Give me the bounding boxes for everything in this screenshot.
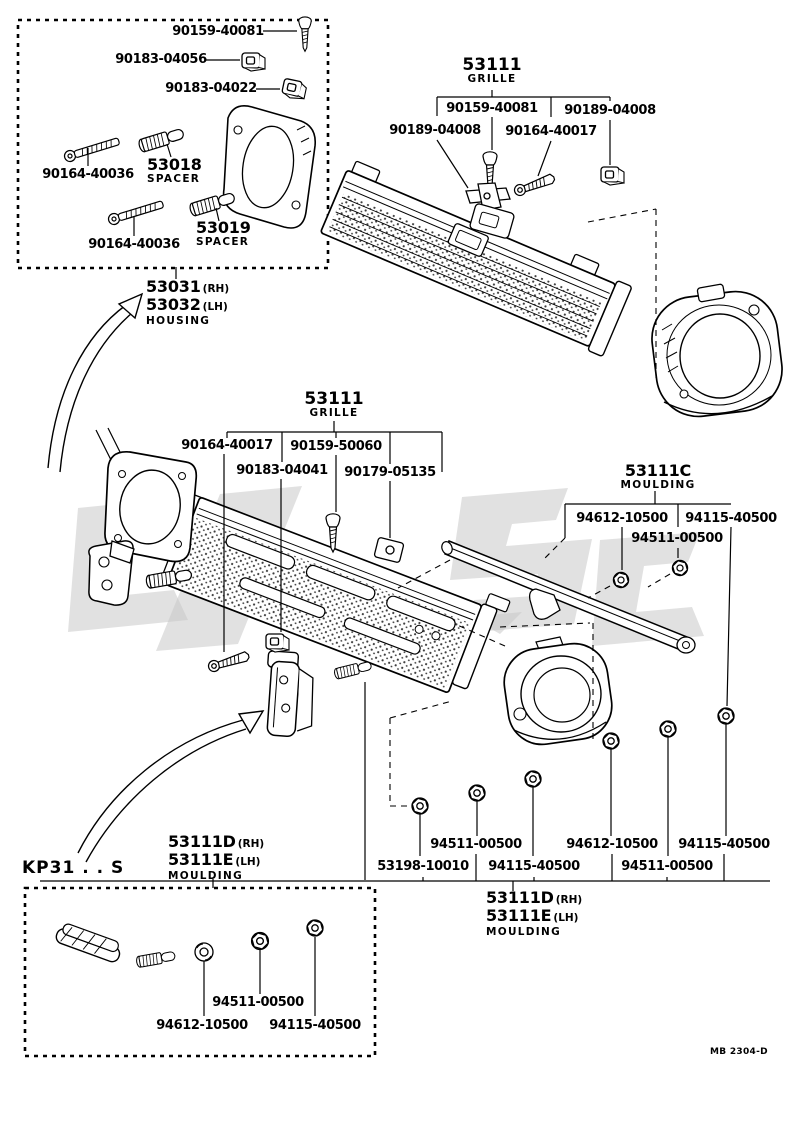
part-number-label: 94511-00500	[621, 859, 713, 874]
nut-icon	[659, 720, 678, 737]
housing-label	[146, 279, 229, 328]
part-suffix: (LH)	[553, 912, 579, 924]
part-code: 53111	[462, 55, 522, 75]
headlamp-ring-drawing	[647, 284, 787, 421]
part-code: 53111E	[168, 850, 234, 869]
nut-icon	[602, 732, 621, 749]
part-code: 53111	[304, 389, 364, 409]
clip-stud-icon	[136, 950, 176, 968]
part-number-label: 90189-04008	[564, 103, 656, 118]
part-number-label: 53198-10010	[377, 859, 469, 874]
part-name: MOULDING	[486, 926, 562, 938]
clip-icon	[281, 78, 307, 100]
part-code: 53111D	[486, 888, 554, 907]
part-number-label: 90183-04056	[115, 52, 207, 67]
moulding-piece-drawing	[54, 921, 123, 963]
part-name: SPACER	[147, 173, 201, 185]
part-number-label: 94511-00500	[430, 837, 522, 852]
nut-icon	[468, 784, 487, 801]
headlamp-bezel-drawing	[500, 637, 616, 749]
bracket-piece-drawing	[89, 541, 134, 605]
part-number-label: 90159-40081	[172, 24, 264, 39]
part-number-label: 94511-00500	[212, 995, 304, 1010]
grille-top-title	[462, 57, 521, 86]
part-code: 53111C	[624, 461, 692, 480]
washer-icon	[195, 943, 213, 961]
nut-icon	[524, 770, 543, 787]
spacer-label	[147, 157, 202, 186]
part-name: SPACER	[196, 236, 250, 248]
part-number-label: 90179-05135	[344, 465, 436, 480]
part-name: MOULDING	[168, 870, 244, 882]
nut-icon	[250, 932, 270, 950]
part-number-label: 90183-04022	[165, 81, 257, 96]
part-name: MOULDING	[620, 479, 696, 491]
part-number-label: 90164-40017	[505, 124, 597, 139]
part-name: HOUSING	[146, 315, 211, 327]
clip-stud-icon	[334, 660, 373, 679]
part-code: 53031	[146, 277, 201, 296]
moulding-de-label	[168, 834, 264, 883]
pointer-arrow	[48, 294, 142, 472]
part-number-label: 94115-40500	[269, 1018, 361, 1033]
screw-icon	[299, 17, 312, 51]
grille-mid-title	[304, 391, 363, 420]
nut-icon	[306, 919, 325, 936]
bolt-icon	[107, 199, 164, 226]
part-number-label: 90159-50060	[290, 439, 382, 454]
nut-icon	[717, 707, 736, 724]
moulding-c-title	[620, 463, 695, 492]
housing-bezel-small-drawing	[224, 106, 316, 228]
part-number-label: 90164-40036	[88, 237, 180, 252]
part-number-label: 94612-10500	[576, 511, 668, 526]
part-number-label: 94115-40500	[685, 511, 777, 526]
screw-icon	[513, 173, 556, 196]
part-code: 53019	[196, 218, 251, 237]
spacer-icon	[189, 191, 236, 217]
part-code: 53032	[146, 295, 201, 314]
spacer-label	[196, 220, 251, 249]
part-code: 53111E	[486, 906, 552, 925]
screw-icon	[207, 651, 250, 672]
corner-bracket-drawing	[263, 651, 317, 738]
bolt-icon	[63, 136, 120, 163]
part-code: 53111D	[168, 832, 236, 851]
page-reference-code: MB 2304-D	[710, 1047, 768, 1057]
model-code-label: KP31 . . S	[22, 858, 125, 878]
clip-icon	[266, 634, 289, 652]
part-number-label: 90164-40036	[42, 167, 134, 182]
part-number-label: 94612-10500	[566, 837, 658, 852]
clip-icon	[601, 167, 624, 185]
spacer-icon	[138, 127, 185, 153]
part-number-label: 90159-40081	[446, 101, 538, 116]
part-number-label: 94511-00500	[631, 531, 723, 546]
part-number-label: 90183-04041	[236, 463, 328, 478]
part-suffix: (LH)	[235, 856, 261, 868]
clip-icon	[242, 53, 265, 71]
nut-icon	[411, 797, 430, 814]
grille-top-drawing	[319, 159, 635, 357]
moulding-de-label	[486, 890, 582, 939]
part-name: GRILLE	[309, 407, 359, 419]
part-suffix: (RH)	[555, 894, 583, 906]
part-number-label: 90164-40017	[181, 438, 273, 453]
part-name: GRILLE	[467, 73, 517, 85]
part-number-label: 94115-40500	[488, 859, 580, 874]
part-suffix: (RH)	[237, 838, 265, 850]
clip-icon	[374, 537, 404, 563]
part-suffix: (LH)	[202, 301, 228, 313]
part-code: 53018	[147, 155, 202, 174]
part-suffix: (RH)	[202, 283, 230, 295]
part-number-label: 94612-10500	[156, 1018, 248, 1033]
part-number-label: 90189-04008	[389, 123, 481, 138]
part-number-label: 94115-40500	[678, 837, 770, 852]
